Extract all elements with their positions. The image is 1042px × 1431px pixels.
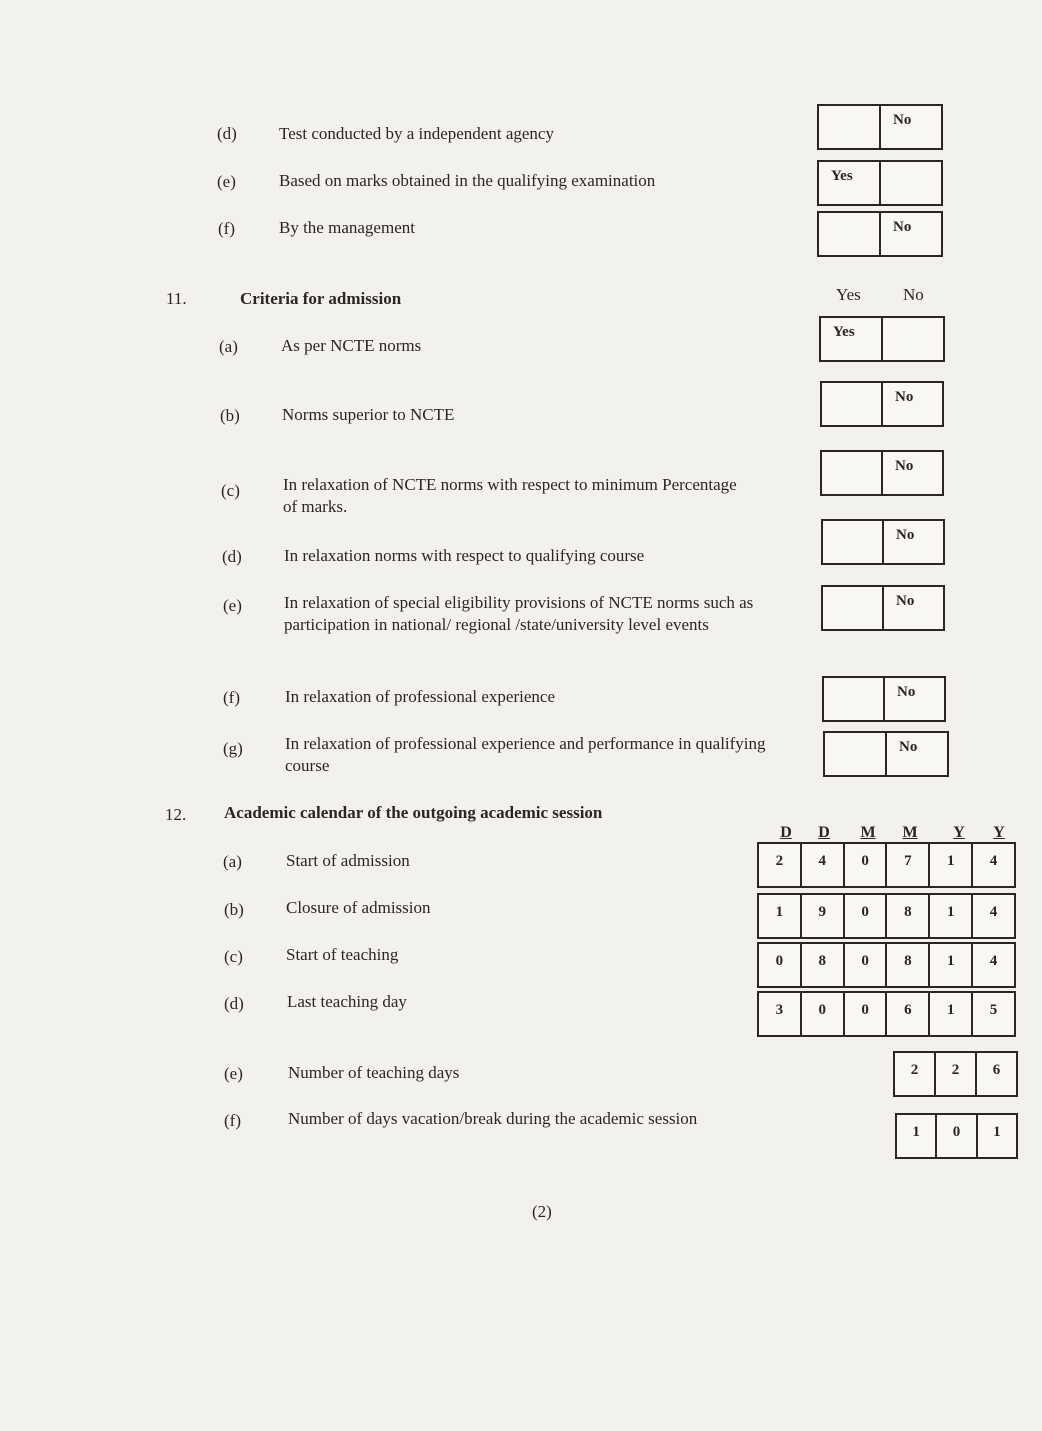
row-text: As per NCTE norms [281, 336, 422, 355]
row-letter: (e) [223, 596, 242, 615]
no-cell: No [881, 452, 942, 494]
yes-cell [819, 213, 879, 255]
digit-cell: 5 [971, 993, 1014, 1035]
no-cell: No [881, 383, 942, 425]
no-cell: No [885, 733, 947, 775]
row-text: In relaxation norms with respect to qualifying course [284, 546, 645, 565]
yes-no-box [822, 676, 946, 722]
row-letter: (d) [222, 547, 242, 566]
digit-cell: 8 [885, 944, 928, 986]
date-header-y: Y [993, 824, 1005, 841]
section-title: Academic calendar of the outgoing academic session [224, 803, 603, 822]
yes-no-box [820, 450, 944, 496]
col-yes-header: Yes [836, 285, 861, 304]
yes-no-box [819, 316, 945, 362]
digit-cell: 1 [928, 993, 971, 1035]
date-header-m: M [902, 824, 918, 841]
yes-cell [819, 106, 879, 148]
row-letter: (a) [223, 852, 242, 871]
yes-no-box [820, 381, 944, 427]
digit-cell: 0 [843, 944, 886, 986]
yes-cell [822, 452, 881, 494]
row-text: By the management [279, 218, 415, 237]
row-letter: (e) [217, 172, 236, 191]
yes-no-box [821, 519, 945, 565]
yes-no-box [817, 160, 943, 206]
date-header-m: M [860, 824, 876, 841]
digit-cell: 4 [971, 944, 1014, 986]
digit-cell: 0 [843, 844, 886, 886]
digit-cell: 0 [775, 953, 784, 969]
yes-no-box [817, 104, 943, 150]
section-number: 11. [166, 289, 187, 308]
section-title: Criteria for admission [240, 289, 402, 308]
row-text: Norms superior to NCTE [282, 405, 455, 424]
row-text: In relaxation of NCTE norms with respect to minimum Percentage of marks. [283, 475, 737, 516]
date-header-d: D [818, 824, 830, 841]
digit-cell: 3 [775, 1002, 784, 1018]
row-text: Test conducted by a independent agency [279, 124, 554, 143]
date-header-d: D [780, 824, 792, 841]
row-letter: (d) [224, 994, 244, 1013]
yes-cell [823, 521, 882, 563]
digit-cell: 1 [928, 844, 971, 886]
col-no-header: No [903, 285, 924, 304]
row-text: Start of teaching [286, 945, 399, 964]
digit-cell: 4 [971, 895, 1014, 937]
yes-cell: Yes [831, 168, 853, 184]
yes-no-box [821, 585, 945, 631]
yes-cell: Yes [833, 324, 855, 340]
digit-cell: 1 [912, 1124, 920, 1140]
digit-cell: 0 [843, 895, 886, 937]
date-grid [757, 842, 1016, 888]
digit-cell: 1 [976, 1115, 1016, 1157]
row-letter: (f) [223, 688, 240, 707]
yes-cell [822, 383, 881, 425]
row-letter: (a) [219, 337, 238, 356]
date-grid [757, 942, 1016, 988]
digit-cell: 2 [775, 853, 784, 869]
row-letter: (c) [224, 947, 243, 966]
digit-cell: 0 [843, 993, 886, 1035]
no-cell: No [883, 678, 944, 720]
digit-cell: 4 [800, 844, 843, 886]
row-text: Number of teaching days [288, 1063, 460, 1082]
row-letter: (b) [224, 900, 244, 919]
digit-cell: 6 [885, 993, 928, 1035]
yes-cell [823, 587, 882, 629]
row-letter: (b) [220, 406, 240, 425]
date-grid [757, 893, 1016, 939]
yes-cell [825, 733, 885, 775]
row-letter: (c) [221, 481, 240, 500]
digit-cell: 0 [935, 1115, 975, 1157]
row-text: In relaxation of professional experience and performance in qualifying course [285, 734, 766, 775]
no-cell [879, 162, 941, 204]
row-letter: (g) [223, 739, 243, 758]
row-letter: (f) [218, 219, 235, 238]
row-text: In relaxation of professional experience [285, 687, 555, 706]
digit-cell: 2 [934, 1053, 975, 1095]
row-text: Number of days vacation/break during the academic session [288, 1109, 698, 1128]
date-header-y: Y [953, 824, 965, 841]
digit-cell: 0 [800, 993, 843, 1035]
row-text: Closure of admission [286, 898, 431, 917]
row-text: Start of admission [286, 851, 410, 870]
count-grid [895, 1113, 1018, 1159]
yes-no-box [823, 731, 949, 777]
digit-cell: 1 [928, 944, 971, 986]
row-text: Last teaching day [287, 992, 407, 1011]
row-letter: (f) [224, 1111, 241, 1130]
row-text: Based on marks obtained in the qualifying examination [279, 171, 656, 190]
no-cell [881, 318, 943, 360]
digit-cell: 2 [910, 1062, 919, 1078]
yes-no-box [817, 211, 943, 257]
no-cell: No [882, 587, 943, 629]
digit-cell: 4 [971, 844, 1014, 886]
yes-cell [824, 678, 883, 720]
row-letter: (e) [224, 1064, 243, 1083]
digit-cell: 7 [885, 844, 928, 886]
digit-cell: 1 [928, 895, 971, 937]
no-cell: No [879, 213, 941, 255]
digit-cell: 1 [775, 904, 784, 920]
date-grid [757, 991, 1016, 1037]
count-grid [893, 1051, 1018, 1097]
no-cell: No [882, 521, 943, 563]
digit-cell: 8 [800, 944, 843, 986]
digit-cell: 9 [800, 895, 843, 937]
row-text: In relaxation of special eligibility provisions of NCTE norms such as participation in national/ regional /state/university level events [284, 593, 754, 634]
row-letter: (d) [217, 124, 237, 143]
page-number: (2) [532, 1202, 552, 1221]
digit-cell: 8 [885, 895, 928, 937]
no-cell: No [879, 106, 941, 148]
digit-cell: 6 [975, 1053, 1016, 1095]
section-number: 12. [165, 805, 187, 824]
